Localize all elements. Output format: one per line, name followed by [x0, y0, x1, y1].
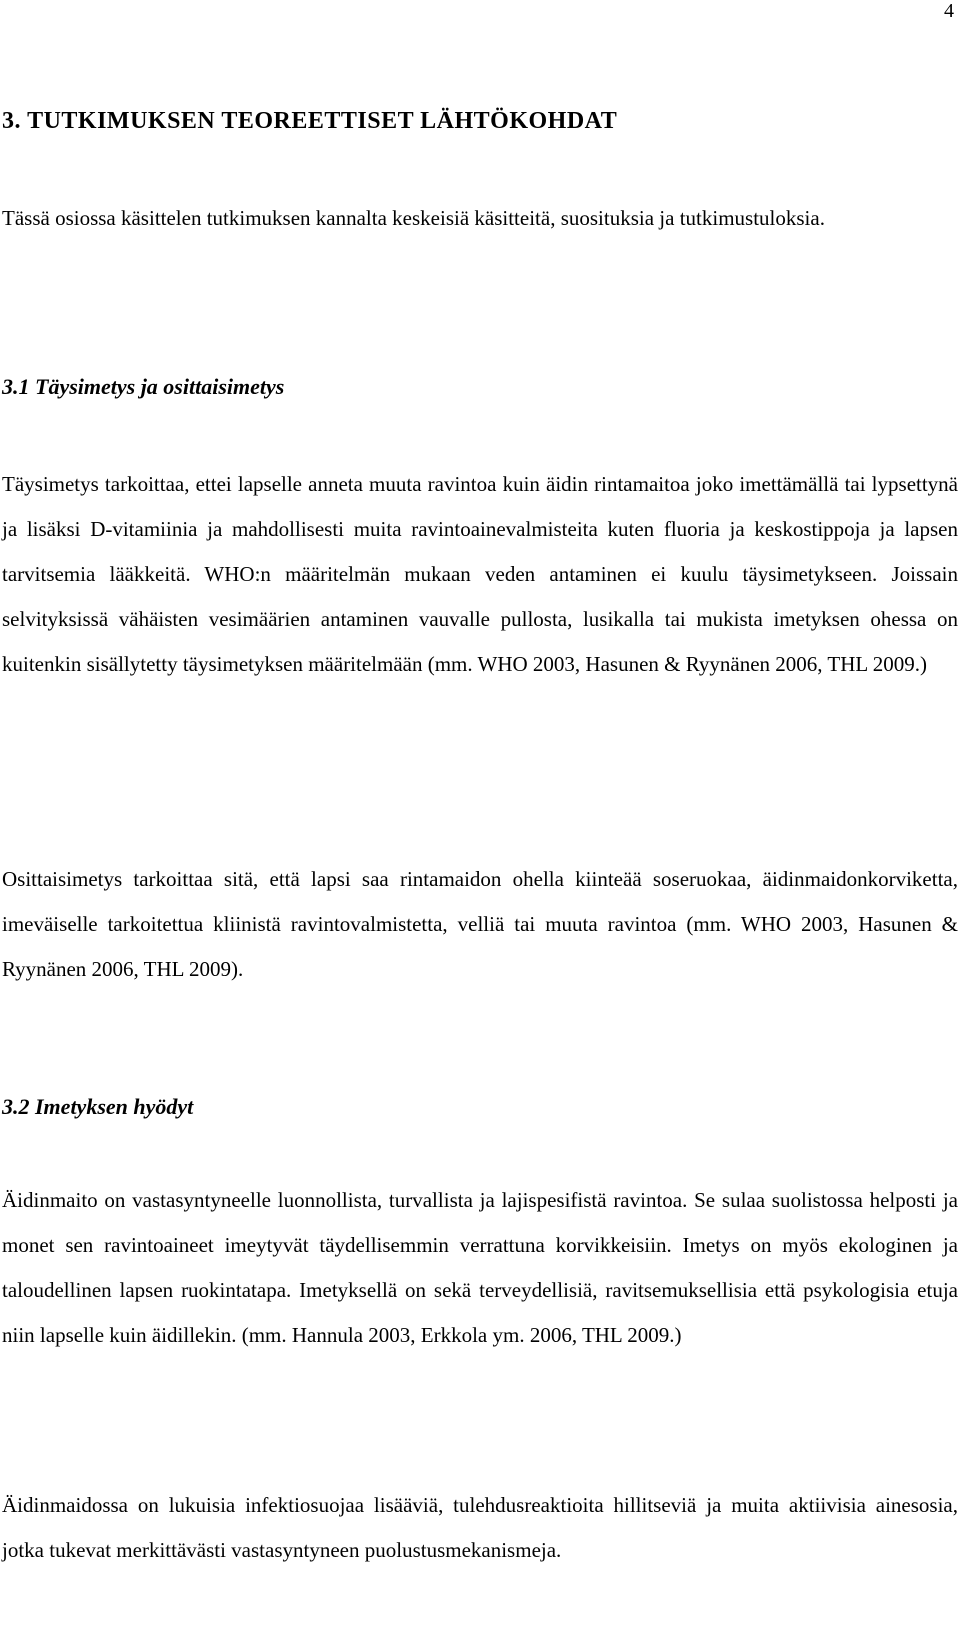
section-3-2-paragraph-2: Äidinmaidossa on lukuisia infektiosuojaa lisääviä, tulehdusreaktioita hillitseviä ja muita aktiivisia ainesosia, jotka tukevat merkittävästi vastasyntyneen puolustusmekanismeja. [2, 1493, 958, 1562]
section-3-2-paragraph-1: Äidinmaito on vastasyntyneelle luonnollista, turvallista ja lajispesifistä ravintoa. Se sulaa suolistossa helposti ja monet sen ravintoaineet imeytyvät täydellisemmin verrattuna korvikkeisiin. Imetys on myös ekologinen ja taloudellinen lapsen ruokintatapa. Imetyksellä on sekä terveydellisiä, ravitsemuksellisia että psykologisia etuja niin lapselle kuin äidillekin. (mm. Hannula 2003, Erkkola ym. 2006, THL 2009.) [2, 1188, 958, 1347]
section-3-2-heading: 3.2 Imetyksen hyödyt [2, 1094, 194, 1119]
section-3-1-paragraph-2: Osittaisimetys tarkoittaa sitä, että lapsi saa rintamaidon ohella kiinteää soseruokaa, äidinmaidonkorviketta, imeväiselle tarkoitettua kliinistä ravintovalmistetta, velliä tai muuta ravintoa (mm. WHO 2003, Hasunen & Ryynänen 2006, THL 2009). [2, 867, 958, 981]
section-3-1-paragraph-1: Täysimetys tarkoittaa, ettei lapselle anneta muuta ravintoa kuin äidin rintamaitoa joko imettämällä tai lypsettynä ja lisäksi D-vitamiinia ja mahdollisesti muita ravintoainevalmisteita kuten fluoria ja keskostippoja ja lapsen tarvitsemia lääkkeitä. WHO:n määritelmän mukaan veden antaminen ei kuulu täysimetykseen. Joissain selvityksissä vähäisten vesimäärien antaminen vauvalle pullosta, lusikalla tai mukista imetyksen ohessa on kuitenkin sisällytetty täysimetyksen määritelmään (mm. WHO 2003, Hasunen & Ryynänen 2006, THL 2009.) [2, 472, 958, 676]
intro-paragraph: Tässä osiossa käsittelen tutkimuksen kannalta keskeisiä käsitteitä, suosituksia ja tutkimustuloksia. [2, 206, 825, 230]
section-3-1-heading: 3.1 Täysimetys ja osittaisimetys [2, 374, 285, 399]
page-number: 4 [944, 0, 954, 22]
main-heading: 3. TUTKIMUKSEN TEOREETTISET LÄHTÖKOHDAT [2, 108, 618, 134]
